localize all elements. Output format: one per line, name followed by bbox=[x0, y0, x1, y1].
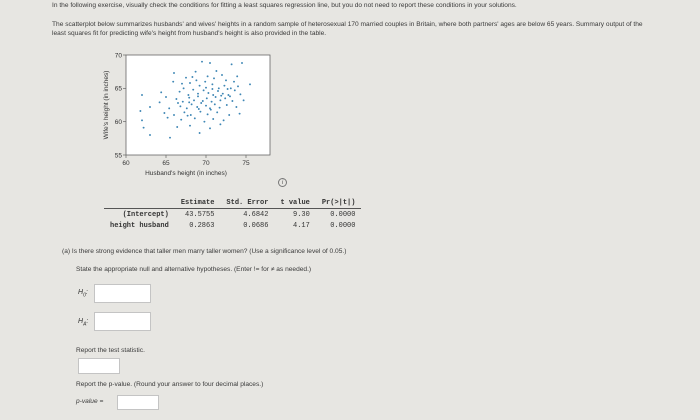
data-point bbox=[189, 125, 191, 127]
cell: 0.2863 bbox=[189, 221, 215, 230]
data-point bbox=[175, 98, 177, 100]
data-point bbox=[193, 99, 195, 101]
x-tick-label: 75 bbox=[242, 160, 250, 167]
x-axis-label: Husband's height (in inches) bbox=[145, 170, 227, 177]
data-point bbox=[205, 87, 207, 89]
data-point bbox=[221, 74, 223, 76]
data-point bbox=[176, 126, 178, 128]
data-point bbox=[182, 101, 184, 103]
data-point bbox=[167, 117, 169, 119]
data-point bbox=[187, 94, 189, 96]
data-point bbox=[199, 111, 201, 113]
data-point bbox=[202, 100, 204, 102]
data-point bbox=[139, 110, 141, 112]
data-point bbox=[234, 89, 236, 91]
data-point bbox=[211, 101, 213, 103]
data-point bbox=[215, 96, 217, 98]
table-header bbox=[104, 197, 175, 209]
data-point bbox=[160, 91, 162, 93]
data-point bbox=[227, 94, 229, 96]
data-point bbox=[159, 101, 161, 103]
y-tick-label: 55 bbox=[114, 152, 122, 160]
table-header: Estimate bbox=[175, 197, 221, 209]
data-point bbox=[228, 114, 230, 116]
data-point bbox=[211, 83, 213, 85]
y-tick-label: 65 bbox=[114, 85, 122, 93]
test-stat-input[interactable] bbox=[78, 358, 120, 374]
cell: 43.5755 bbox=[185, 210, 215, 219]
data-point bbox=[173, 72, 175, 74]
ha-input[interactable] bbox=[94, 312, 151, 331]
data-point bbox=[141, 119, 143, 121]
data-point bbox=[190, 114, 192, 116]
data-point bbox=[235, 106, 237, 108]
data-point bbox=[220, 95, 222, 97]
data-point bbox=[211, 88, 213, 90]
data-point bbox=[219, 107, 221, 109]
table-row bbox=[104, 220, 361, 231]
y-tick-label: 60 bbox=[114, 118, 122, 126]
data-point bbox=[192, 89, 194, 91]
data-point bbox=[212, 118, 214, 120]
pvalue-label: p-value = bbox=[76, 398, 104, 405]
data-point bbox=[199, 85, 201, 87]
ha-label: $H_A$: bbox=[78, 318, 89, 328]
data-point bbox=[141, 94, 143, 96]
regression-table bbox=[104, 197, 361, 231]
data-point bbox=[173, 114, 175, 116]
cell: 9.30 bbox=[293, 210, 310, 219]
data-point bbox=[207, 113, 209, 115]
data-point bbox=[149, 106, 151, 108]
data-point bbox=[180, 119, 182, 121]
h0-input[interactable] bbox=[94, 284, 151, 303]
cell: 4.17 bbox=[293, 221, 310, 230]
scatterplot bbox=[100, 50, 280, 185]
data-point bbox=[218, 87, 220, 89]
data-point bbox=[207, 92, 209, 94]
data-point bbox=[209, 127, 211, 129]
data-point bbox=[239, 113, 241, 115]
data-point bbox=[179, 105, 181, 107]
pvalue-input[interactable] bbox=[117, 395, 159, 410]
data-point bbox=[199, 132, 201, 134]
cell: 0.0000 bbox=[330, 210, 356, 219]
data-point bbox=[216, 111, 218, 113]
question-a: (a) Is there strong evidence that taller men marry taller women? (Use a significance level of 0.05.) bbox=[62, 248, 347, 255]
data-point bbox=[195, 79, 197, 81]
data-point bbox=[233, 81, 235, 83]
data-point bbox=[188, 97, 190, 99]
data-point bbox=[214, 103, 216, 105]
data-point bbox=[194, 117, 196, 119]
data-point bbox=[219, 123, 221, 125]
data-point bbox=[163, 112, 165, 114]
x-tick-label: 70 bbox=[202, 160, 210, 167]
table-header: t value bbox=[274, 197, 315, 209]
data-point bbox=[188, 101, 190, 103]
data-point bbox=[243, 99, 245, 101]
data-point bbox=[229, 95, 231, 97]
data-point bbox=[226, 104, 228, 106]
data-point bbox=[197, 95, 199, 97]
hypotheses-prompt: State the appropriate null and alternative hypotheses. (Enter != for ≠ as needed.) bbox=[76, 266, 312, 273]
test-stat-prompt: Report the test statistic. bbox=[76, 347, 145, 354]
data-point bbox=[183, 111, 185, 113]
data-point bbox=[212, 94, 214, 96]
data-point bbox=[201, 61, 203, 63]
data-point bbox=[237, 85, 239, 87]
data-point bbox=[207, 75, 209, 77]
data-point bbox=[222, 93, 224, 95]
info-icon[interactable]: i bbox=[278, 178, 287, 187]
y-tick-label: 70 bbox=[114, 52, 122, 60]
data-point bbox=[206, 97, 208, 99]
data-point bbox=[204, 81, 206, 83]
data-point bbox=[183, 87, 185, 89]
table-row bbox=[104, 209, 361, 221]
data-point bbox=[195, 71, 197, 73]
intro-line-1: In the following exercise, visually check the conditions for fitting a least squares regression line, but you do not need to report these conditions in your solutions. bbox=[52, 2, 517, 9]
x-tick-label: 60 bbox=[122, 160, 130, 167]
data-point bbox=[196, 106, 198, 108]
data-point bbox=[210, 109, 212, 111]
data-point bbox=[225, 79, 227, 81]
data-point bbox=[213, 77, 215, 79]
data-point bbox=[181, 83, 183, 85]
data-point bbox=[191, 76, 193, 78]
data-point bbox=[219, 99, 221, 101]
data-point bbox=[215, 70, 217, 72]
y-axis-label: Wife's height (in inches) bbox=[103, 70, 110, 140]
data-point bbox=[149, 134, 151, 136]
data-point bbox=[231, 100, 233, 102]
data-point bbox=[230, 87, 232, 89]
data-point bbox=[209, 62, 211, 64]
data-point bbox=[187, 115, 189, 117]
data-point bbox=[189, 82, 191, 84]
data-point bbox=[239, 93, 241, 95]
data-point bbox=[191, 103, 193, 105]
cell: 4.6842 bbox=[243, 210, 269, 219]
data-point bbox=[203, 121, 205, 123]
row-label: height husband bbox=[110, 221, 169, 230]
data-point bbox=[168, 107, 170, 109]
data-point bbox=[198, 108, 200, 110]
x-tick-label: 65 bbox=[162, 160, 170, 167]
data-point bbox=[217, 90, 219, 92]
table-header: Std. Error bbox=[220, 197, 274, 209]
data-point bbox=[227, 88, 229, 90]
data-point bbox=[185, 77, 187, 79]
data-point bbox=[241, 62, 243, 64]
data-point bbox=[186, 107, 188, 109]
data-point bbox=[177, 102, 179, 104]
data-point bbox=[223, 85, 225, 87]
data-point bbox=[205, 105, 207, 107]
data-point bbox=[197, 93, 199, 95]
data-point bbox=[143, 127, 145, 129]
intro-line-2: The scatterplot below summarizes husbands' and wives' heights in a random sample of heterosexual 170 married couples in Britain, where both partners' ages are below 65 years. Summary output of the least squares fit for predicting wife's height from husband's height is also provided in the table. bbox=[52, 21, 643, 37]
data-point bbox=[224, 97, 226, 99]
h0-label: $H_0$: bbox=[78, 289, 88, 299]
cell: 0.0686 bbox=[243, 221, 269, 230]
data-point bbox=[236, 75, 238, 77]
data-point bbox=[165, 96, 167, 98]
table-header: Pr(>|t|) bbox=[316, 197, 362, 209]
pvalue-prompt: Report the p-value. (Round your answer to four decimal places.) bbox=[76, 381, 264, 388]
data-point bbox=[179, 91, 181, 93]
data-point bbox=[200, 102, 202, 104]
plot-frame bbox=[126, 55, 270, 155]
data-point bbox=[223, 119, 225, 121]
cell: 0.0000 bbox=[330, 221, 356, 230]
row-label: (Intercept) bbox=[122, 210, 169, 219]
data-point bbox=[231, 63, 233, 65]
data-point bbox=[203, 89, 205, 91]
data-point bbox=[172, 81, 174, 83]
data-point bbox=[169, 137, 171, 139]
data-point bbox=[249, 83, 251, 85]
